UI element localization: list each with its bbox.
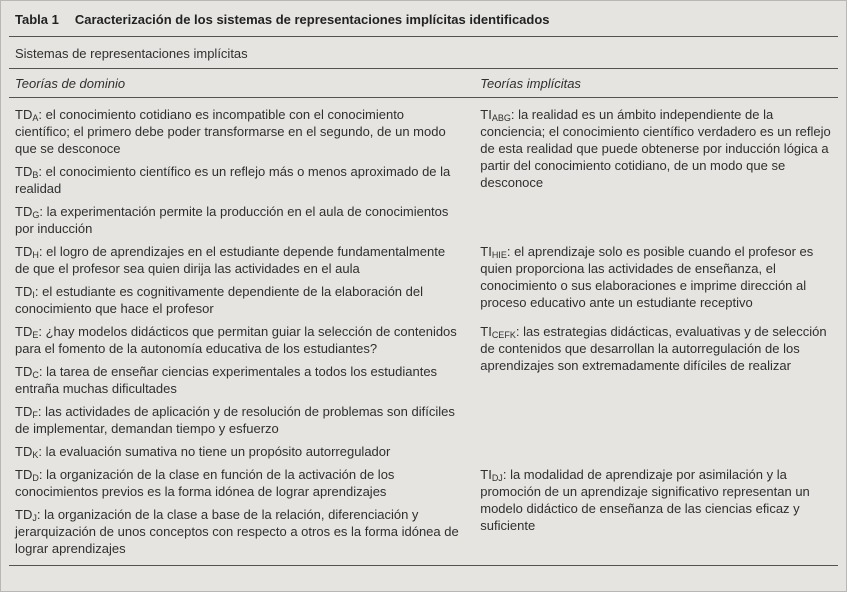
theory-text: la organización de la clase a base de la relación, diferenciación y jerarquización de unos conceptos con respecto a otros es la forma idónea de lograr aprendizajes [15, 507, 459, 556]
theory-text: las actividades de aplicación y de resolución de problemas son difíciles de implementar, demandan tiempo y esfuerzo [15, 404, 455, 436]
implicit-theory-entry [480, 106, 832, 197]
table-body [1, 98, 846, 563]
table-group-header [1, 37, 846, 68]
domain-theory-entry [15, 106, 460, 157]
implicit-theory-entry [480, 323, 832, 397]
domain-theory-entry [15, 363, 460, 397]
table-caption [1, 1, 846, 36]
column-header-implicit: Teorías implícitas [480, 76, 581, 91]
theory-code: $TD_J$: [15, 507, 41, 523]
theory-text: ¿hay modelos didácticos que permitan guiar la selección de contenidos para el fomento de la autonomía educativa de los estudiantes? [15, 324, 457, 356]
theory-text: el logro de aprendizajes en el estudiante depende fundamentalmente de que el profesor sea quien dirija las actividades en el aula [15, 244, 446, 276]
theory-code: $TD_B$: [15, 164, 42, 180]
theory-text: la experimentación permite la producción en el aula de conocimientos por inducción [15, 204, 449, 236]
theory-code: $TD_I$: [15, 284, 39, 300]
domain-theory-entry [15, 323, 460, 357]
domain-theory-entry [15, 506, 460, 557]
theory-code: $TD_K$: [15, 444, 42, 460]
theory-text: el conocimiento cotidiano es incompatible con el conocimiento científico; el primero debe poder transformarse en el segundo, de un modo que se desconoce [15, 107, 446, 156]
theory-text: el estudiante es cognitivamente dependiente de la elaboración del conocimiento que hace el profesor [15, 284, 423, 316]
group-header-text: Sistemas de representaciones implícitas [15, 46, 248, 61]
theory-text: las estrategias didácticas, evaluativas y de selección de contenidos que desarrollan la autorregulación de los aprendizajes son extremadamente difíciles de realizar [480, 324, 827, 373]
theory-text: la modalidad de aprendizaje por asimilación y la promoción de un aprendizaje significativo representan un modelo didáctico de enseñanza de las ciencias eficaz y suficiente [480, 467, 810, 533]
theory-text: el conocimiento científico es un reflejo más o menos aproximado de la realidad [15, 164, 451, 196]
theory-code: $TD_A$: [15, 107, 42, 123]
theory-code: $TD_E$: [15, 324, 42, 340]
theory-text: la tarea de enseñar ciencias experimentales a todos los estudiantes entraña muchas dificultades [15, 364, 438, 396]
domain-theory-entry [15, 203, 460, 237]
theory-code: $TI_{DJ}$: [480, 467, 507, 483]
theory-code: $TI_{CEFK}$: [480, 324, 520, 340]
domain-theory-entry [15, 163, 460, 197]
table-caption-label: Tabla 1 [15, 12, 59, 27]
theory-code: $TD_F$: [15, 404, 42, 420]
theory-code: $TI_{ABG}$: [480, 107, 515, 123]
table-caption-text: Caracterización de los sistemas de representaciones implícitas identificados [74, 12, 550, 27]
theory-code: $TD_D$: [15, 467, 43, 483]
column-header-domain: Teorías de dominio [15, 76, 126, 91]
theory-text: la realidad es un ámbito independiente de la conciencia; el conocimiento científico verdadero es un reflejo de esta realidad que puede obtenerse por inducción lógica a partir del conocimiento cotidiano, de un modo que se desconoce [480, 107, 831, 190]
theory-text: la organización de la clase en función de la activación de los conocimientos previos es la forma idónea de lograr aprendizajes [15, 467, 395, 499]
domain-theory-entry [15, 403, 460, 437]
horizontal-rule-bottom [9, 565, 838, 566]
domain-theory-entry [15, 243, 460, 277]
theory-code: $TI_{HIE}$: [480, 244, 511, 260]
domain-theory-entry [15, 443, 460, 460]
domain-theory-entry [15, 283, 460, 317]
theory-text: el aprendizaje solo es posible cuando el profesor es quien proporciona las actividades de enseñanza, el conocimiento o sus elaboraciones e imprime dirección al proceso educativo ante un estudiante receptivo [480, 244, 814, 310]
implicit-theory-entry [480, 466, 832, 557]
theory-code: $TD_C$: [15, 364, 43, 380]
theory-text: la evaluación sumativa no tiene un propósito autorregulador [45, 444, 391, 459]
theory-code: $TD_G$: [15, 204, 43, 220]
theory-code: $TD_H$: [15, 244, 43, 260]
column-headers [1, 69, 846, 97]
domain-theory-entry [15, 466, 460, 500]
implicit-theory-entry [480, 243, 832, 317]
